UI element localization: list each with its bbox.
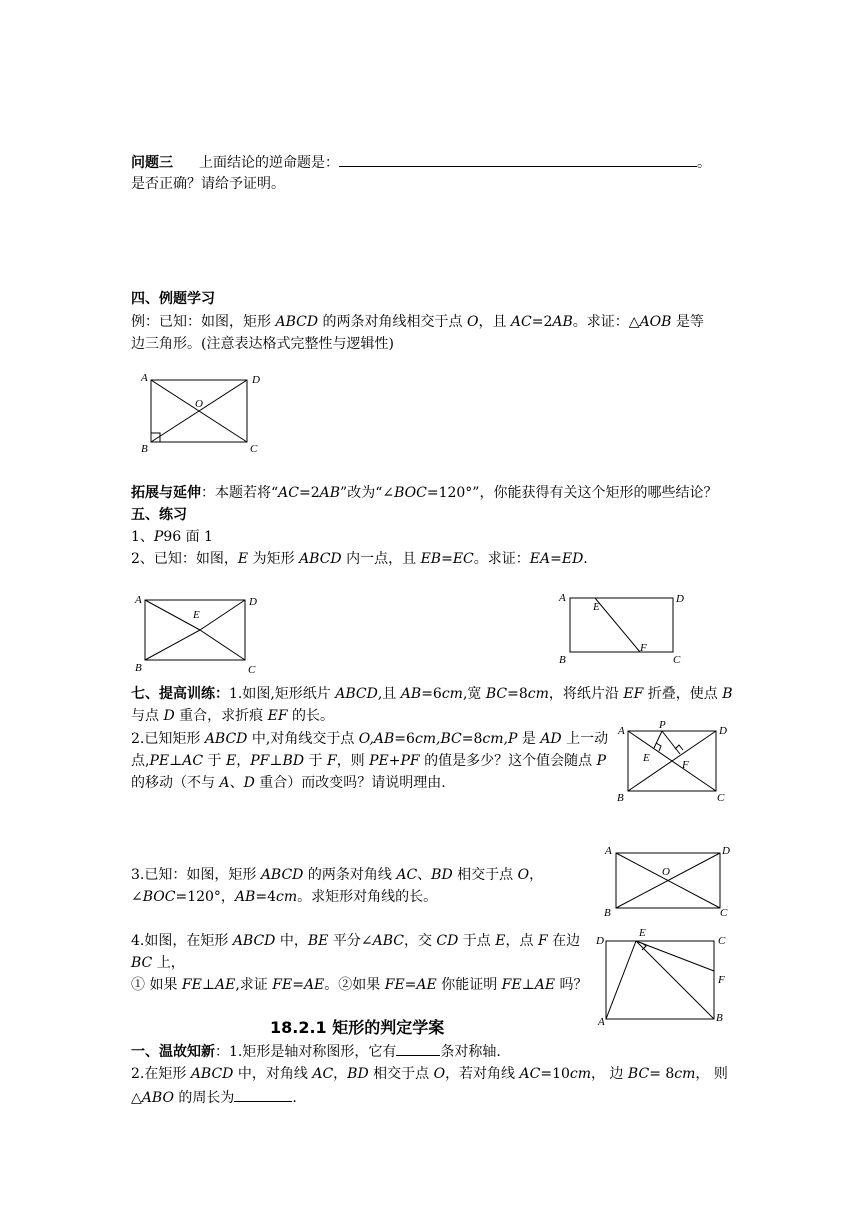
fig4-label-p: P xyxy=(659,719,666,731)
section5-heading: 五、练习 xyxy=(131,507,187,523)
fig3-label-e: E xyxy=(593,601,600,613)
fig6-label-e: E xyxy=(639,927,646,939)
fig2-label-e: E xyxy=(193,609,200,621)
fig4-label-c: C xyxy=(717,792,725,804)
section7-heading: 七、提高训练： xyxy=(131,686,229,702)
fig4-label-f: F xyxy=(682,759,689,771)
section7-q1-line2: 与点 D 重合，求折痕 EF 的长。 xyxy=(131,708,334,724)
section5-item2: 2、已知：如图，E 为矩形 ABCD 内一点，且 EB=EC。求证：EA=ED. xyxy=(131,551,588,567)
figure-rectangle-abcd-ef xyxy=(555,588,695,673)
section4-heading: 四、例题学习 xyxy=(131,291,215,307)
extension-line: 拓展与延伸：本题若将“AC=2AB”改为“∠BOC=120°”，你能获得有关这个矩形的哪些结论？ xyxy=(131,485,718,501)
fig2-label-a: A xyxy=(135,594,142,606)
problem3-line2: 是否正确？请给予证明。 xyxy=(131,176,285,192)
figure-rectangle-abcd-o-2 xyxy=(600,838,740,923)
fig2-label-b: B xyxy=(135,662,142,674)
section2-line3: △ABO 的周长为 . xyxy=(131,1087,297,1108)
figure-rectangle-abcd-e xyxy=(130,590,270,680)
fig4-label-d: D xyxy=(719,725,727,737)
section7-q3-line1: 3.已知：如图，矩形 ABCD 的两条对角线 AC、BD 相交于点 O， xyxy=(131,867,544,883)
fig4-label-b: B xyxy=(617,792,624,804)
fig1-label-c: C xyxy=(250,443,258,455)
fig4-label-a: A xyxy=(618,725,625,737)
section2-line1: 一、温故知新：1.矩形是轴对称图形，它有 条对称轴. xyxy=(131,1041,501,1062)
fig2-label-d: D xyxy=(249,596,257,608)
section5-item1: 1、P96 面 1 xyxy=(131,529,213,545)
perimeter-blank[interactable] xyxy=(234,1087,292,1102)
fig5-label-b: B xyxy=(604,907,611,919)
fig1-label-a: A xyxy=(141,372,148,384)
problem3-label: 问题三 xyxy=(131,155,173,171)
fig6-label-b: B xyxy=(716,1012,723,1024)
fig3-label-d: D xyxy=(676,593,684,605)
section7-q4-line1: 4.如图，在矩形 ABCD 中，BE 平分∠ABC，交 CD 于点 E，点 F 在边 xyxy=(131,933,581,949)
fig1-label-o: O xyxy=(195,398,203,410)
fig2-label-c: C xyxy=(248,664,256,676)
section7-q1-line1: 七、提高训练：1.如图,矩形纸片 ABCD,且 AB=6cm,宽 BC=8cm，将纸片沿 EF 折叠，使点 B xyxy=(131,686,733,702)
section2-title: 18.2.1 矩形的判定学案 xyxy=(270,1018,445,1037)
fig6-label-f: F xyxy=(718,974,725,986)
problem3-text: 上面结论的逆命题是： xyxy=(199,155,339,171)
section4-line1: 例：已知：如图，矩形 ABCD 的两条对角线相交于点 O，且 AC=2AB。求证：△AOB 是等 xyxy=(131,314,704,330)
section7-q4-line2: BC 上， xyxy=(131,955,185,971)
problem3-line1: 问题三 上面结论的逆命题是： 。 xyxy=(131,152,711,173)
section2-line2: 2.在矩形 ABCD 中，对角线 AC，BD 相交于点 O，若对角线 AC=10cm， 边 BC= 8cm， 则 xyxy=(131,1066,728,1082)
problem3-answer-blank[interactable] xyxy=(339,152,697,167)
figure-rectangle-abcd-pef xyxy=(612,716,737,806)
fig6-label-d: D xyxy=(596,935,604,947)
section7-q2-line2: 点,PE⊥AC 于 E，PF⊥BD 于 F，则 PE+PF 的值是多少？这个值会随点 P xyxy=(131,753,606,769)
figure-rectangle-abcd-o xyxy=(135,370,265,460)
fig5-label-a: A xyxy=(605,845,612,857)
fig1-label-b: B xyxy=(141,443,148,455)
section7-q2-line3: 的移动（不与 A、D 重合）而改变吗？请说明理由. xyxy=(131,775,446,791)
fig1-label-d: D xyxy=(252,374,260,386)
fig3-label-c: C xyxy=(673,654,681,666)
fig6-label-c: C xyxy=(718,935,726,947)
fig3-label-f: F xyxy=(640,642,647,654)
fig3-label-a: A xyxy=(559,592,566,604)
figure-rectangle-dcba-ef xyxy=(590,925,735,1030)
fig4-label-e: E xyxy=(643,752,650,764)
section7-q2-line1: 2.已知矩形 ABCD 中,对角线交于点 O,AB=6cm,BC=8cm,P 是 AD 上一动 xyxy=(131,731,609,747)
fig5-label-o: O xyxy=(662,866,670,878)
section7-q3-line2: ∠BOC=120°，AB=4cm。求矩形对角线的长。 xyxy=(131,889,438,905)
axes-count-blank[interactable] xyxy=(396,1041,440,1056)
fig3-label-b: B xyxy=(559,654,566,666)
fig5-label-c: C xyxy=(720,907,728,919)
section7-q4-line3: ① 如果 FE⊥AE,求证 FE=AE。②如果 FE=AE 你能证明 FE⊥AE 吗？ xyxy=(131,977,588,993)
extension-label: 拓展与延伸 xyxy=(131,485,201,501)
fig5-label-d: D xyxy=(722,845,730,857)
fig6-label-a: A xyxy=(598,1016,605,1028)
section4-line2: 边三角形。(注意表达格式完整性与逻辑性) xyxy=(131,336,394,352)
